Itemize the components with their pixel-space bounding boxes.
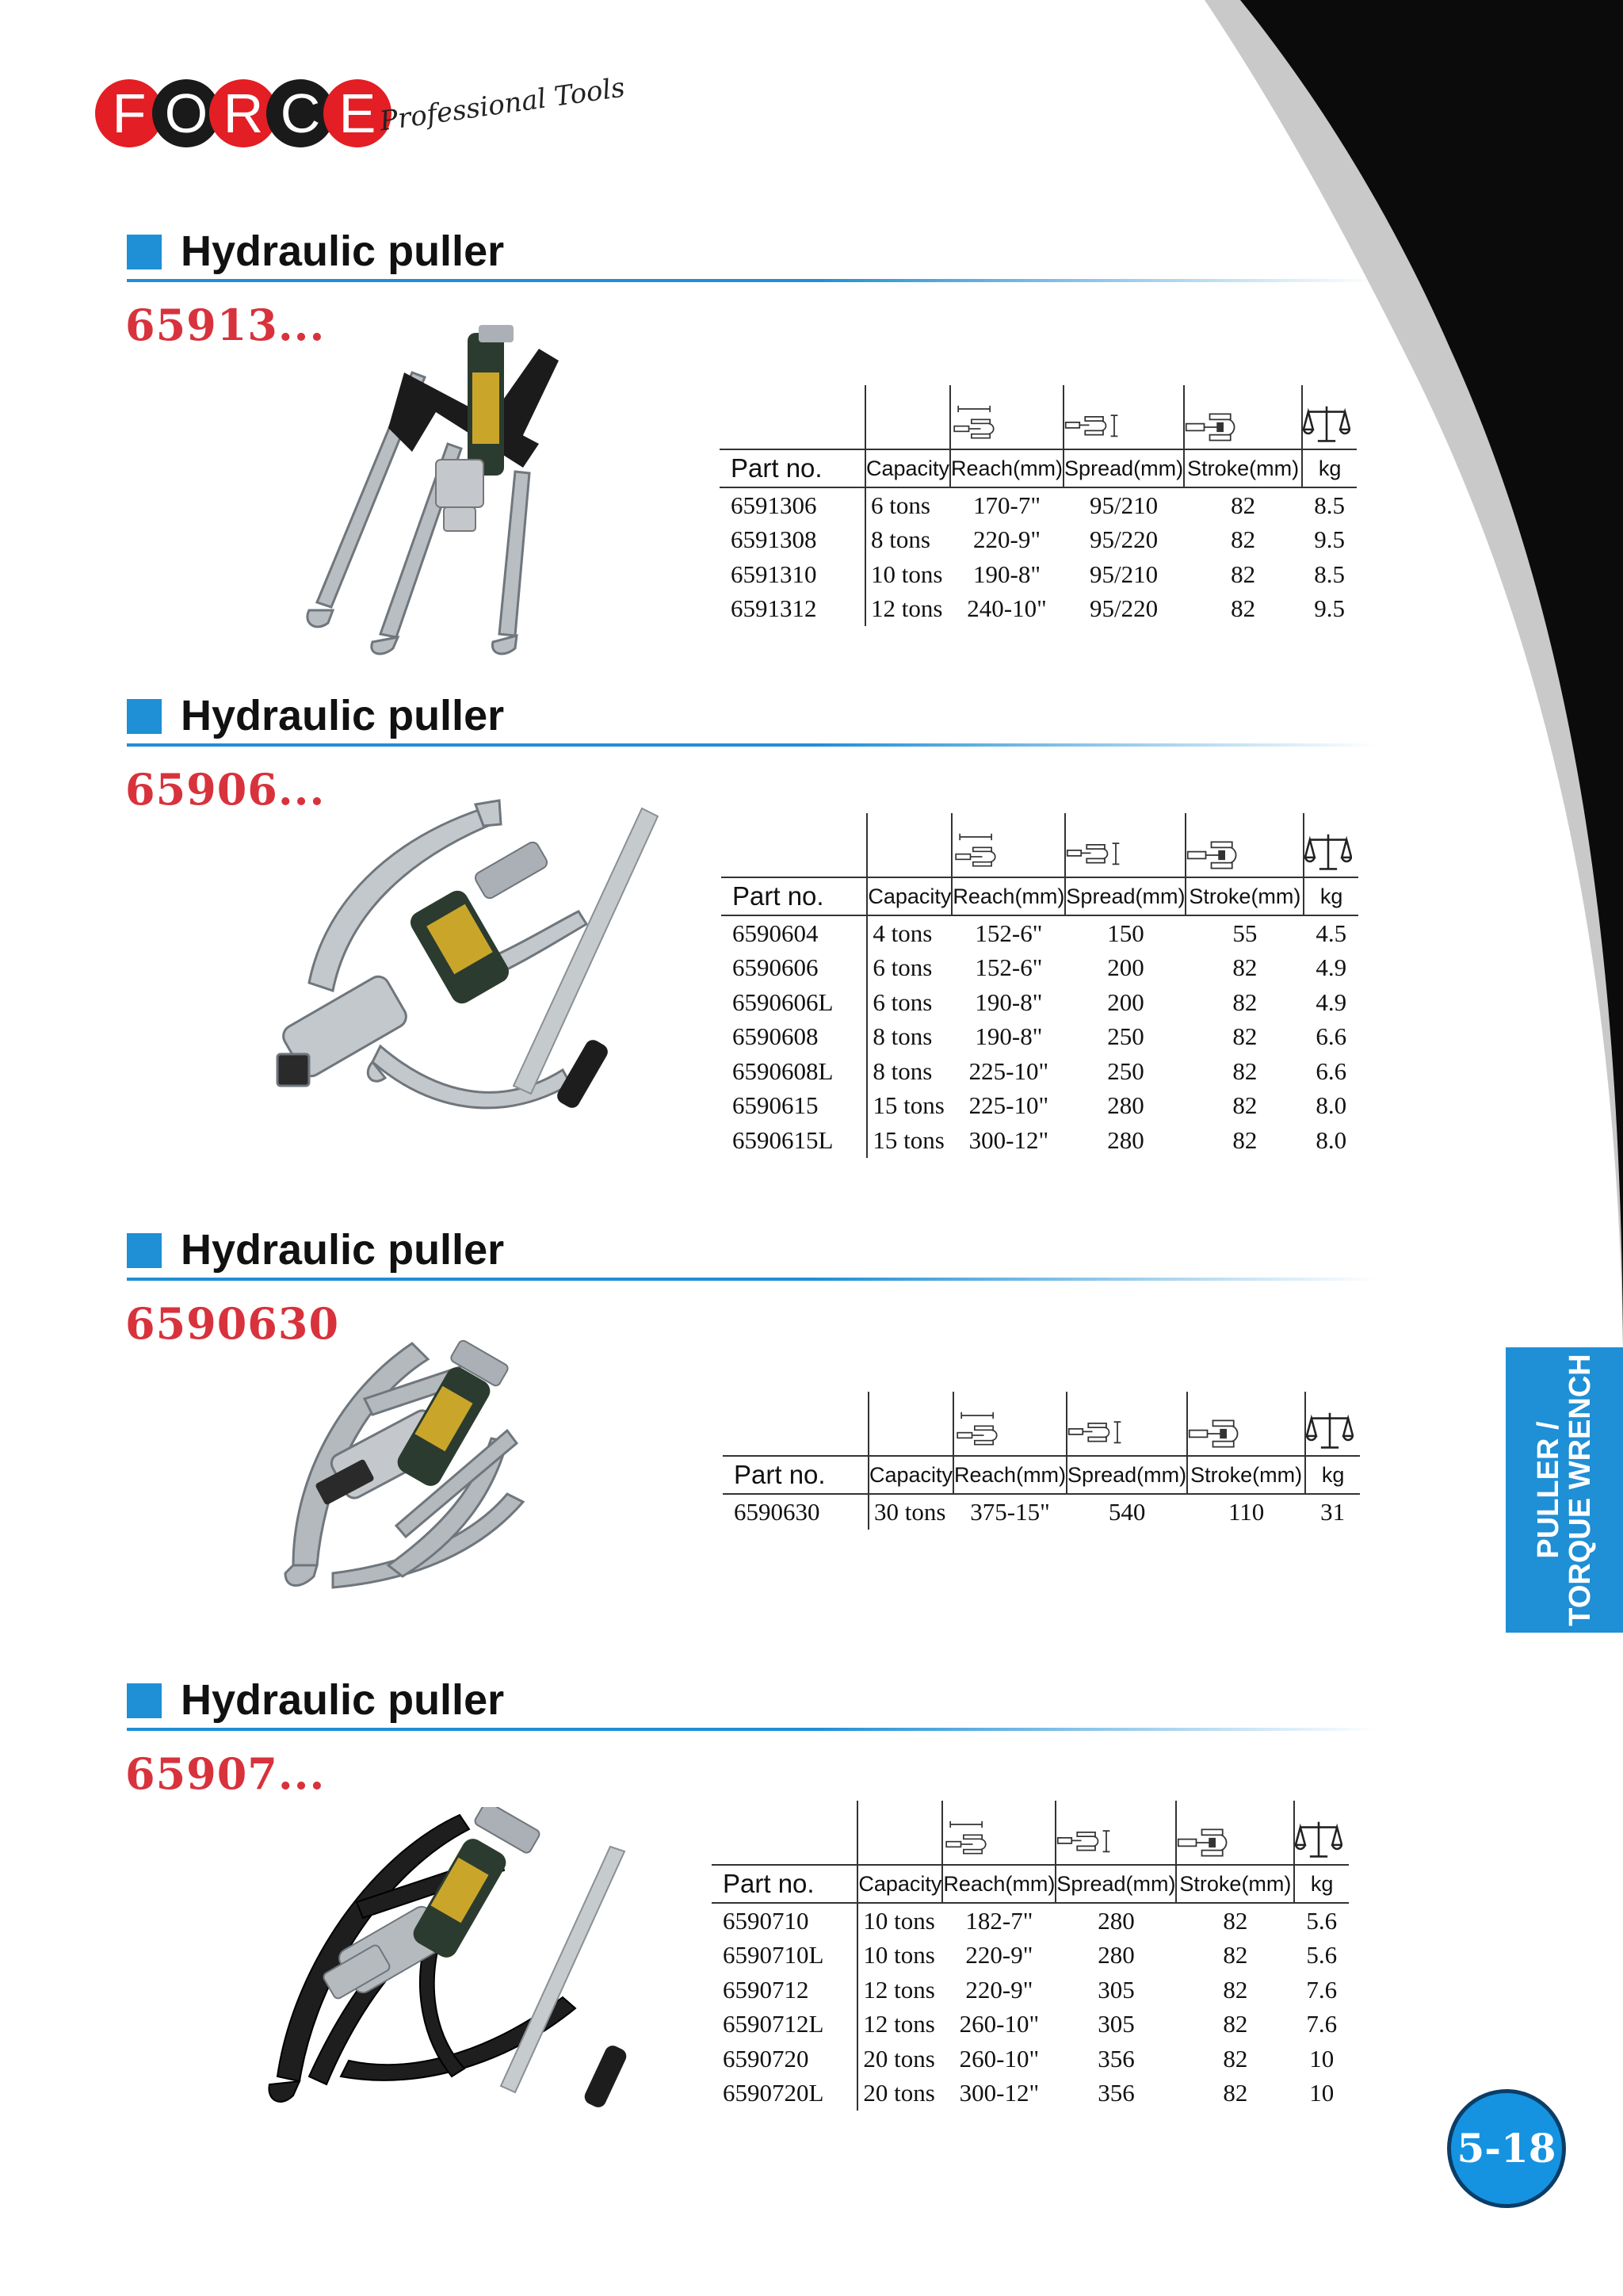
spread: 250 <box>1107 1022 1144 1051</box>
capacity: 6 tons <box>867 985 952 1020</box>
spread: 356 <box>1098 2079 1135 2107</box>
stroke: 110 <box>1228 1497 1265 1526</box>
stroke: 55 <box>1232 919 1258 947</box>
reach: 260-10" <box>959 2010 1040 2038</box>
hydraulic-puller-photo <box>269 1335 626 1597</box>
col-header: Reach(mm) <box>942 1865 1056 1903</box>
capacity: 12 tons <box>865 592 950 627</box>
table-row <box>720 592 1357 627</box>
stroke: 82 <box>1232 1056 1258 1085</box>
weight: 6.6 <box>1316 1022 1347 1051</box>
part-no: 6590712 <box>723 1975 809 2004</box>
stroke: 82 <box>1223 1941 1248 1969</box>
reach: 220-9" <box>965 1941 1033 1969</box>
spread-icon <box>1056 1825 1112 1860</box>
col-header: Stroke(mm) <box>1184 449 1302 487</box>
capacity: 6 tons <box>867 951 952 986</box>
col-header: Part no. <box>723 1456 869 1494</box>
product-code: 65907... <box>125 1748 326 1799</box>
weight: 7.6 <box>1306 2010 1338 2038</box>
stroke: 82 <box>1223 2010 1248 2038</box>
reach: 300-12" <box>968 1125 1049 1154</box>
reach: 152-6" <box>975 953 1043 982</box>
weight: 5.6 <box>1306 1941 1338 1969</box>
col-header: kg <box>1304 877 1358 915</box>
reach: 225-10" <box>968 1056 1049 1085</box>
part-no: 6590608L <box>732 1056 834 1085</box>
stroke: 82 <box>1223 2079 1248 2107</box>
col-header: Part no. <box>720 449 865 487</box>
col-header: Spread(mm) <box>1064 449 1184 487</box>
col-header: Capacity <box>869 1456 953 1494</box>
reach: 182-7" <box>965 1906 1033 1935</box>
weight: 8.0 <box>1316 1091 1347 1120</box>
part-no: 6590604 <box>732 919 819 947</box>
spread-icon <box>1066 838 1121 873</box>
weight: 6.6 <box>1316 1056 1347 1085</box>
section-marker <box>127 699 162 734</box>
capacity: 30 tons <box>869 1494 953 1530</box>
weight-scale-icon <box>1303 403 1350 445</box>
logo-tagline: Professional Tools <box>377 71 627 138</box>
table-row <box>721 915 1358 951</box>
spec-table <box>720 385 1357 626</box>
col-header: Capacity <box>857 1865 942 1903</box>
part-no: 6590712L <box>723 2010 824 2038</box>
capacity: 20 tons <box>857 2042 942 2076</box>
stroke: 82 <box>1223 2044 1248 2073</box>
col-header: Stroke(mm) <box>1186 877 1304 915</box>
stroke: 82 <box>1231 594 1256 623</box>
part-no: 6590606 <box>732 953 819 982</box>
spread: 95/220 <box>1090 525 1159 554</box>
table-row <box>712 1939 1349 1973</box>
stroke-icon <box>1177 1825 1232 1860</box>
capacity: 10 tons <box>857 1903 942 1939</box>
spread: 250 <box>1107 1056 1144 1085</box>
section-marker <box>127 1233 162 1268</box>
stroke: 82 <box>1231 560 1256 588</box>
spread: 540 <box>1108 1497 1146 1526</box>
reach: 375-15" <box>970 1497 1050 1526</box>
weight-scale-icon <box>1295 1819 1342 1860</box>
part-no: 6590720L <box>723 2079 824 2107</box>
hydraulic-puller-photo <box>262 793 689 1141</box>
reach: 170-7" <box>973 491 1041 519</box>
side-tab-line: TORQUE WRENCH <box>1564 1354 1597 1626</box>
capacity: 12 tons <box>857 2008 942 2042</box>
part-no: 6590615 <box>732 1091 819 1120</box>
capacity: 8 tons <box>865 523 950 558</box>
logo-letter: O <box>152 79 220 147</box>
section-title: Hydraulic puller <box>181 692 505 739</box>
stroke: 82 <box>1231 525 1256 554</box>
part-no: 6590606L <box>732 988 834 1016</box>
capacity: 8 tons <box>867 1054 952 1089</box>
stroke-icon <box>1188 1416 1243 1451</box>
section-marker <box>127 235 162 269</box>
spread: 200 <box>1107 988 1144 1016</box>
reach: 190-8" <box>975 988 1043 1016</box>
spec-table <box>723 1392 1360 1530</box>
capacity: 12 tons <box>857 1973 942 2008</box>
spread: 280 <box>1107 1125 1144 1154</box>
col-header: Reach(mm) <box>950 449 1064 487</box>
col-header: kg <box>1305 1456 1360 1494</box>
weight: 31 <box>1320 1497 1346 1526</box>
product-code: 65913... <box>125 300 326 350</box>
part-no: 6591310 <box>731 560 817 588</box>
logo-letter: R <box>209 79 277 147</box>
col-header: kg <box>1294 1865 1349 1903</box>
reach: 260-10" <box>959 2044 1040 2073</box>
stroke: 82 <box>1232 1022 1258 1051</box>
col-header: Stroke(mm) <box>1176 1865 1294 1903</box>
part-no: 6590710L <box>723 1941 824 1969</box>
col-header: Reach(mm) <box>952 877 1065 915</box>
table-row <box>712 2008 1349 2042</box>
logo-letter: C <box>266 79 334 147</box>
spread: 280 <box>1098 1941 1135 1969</box>
section-divider <box>127 279 1379 282</box>
reach: 152-6" <box>975 919 1043 947</box>
table-row <box>721 1089 1358 1124</box>
reach-icon <box>953 833 1000 873</box>
weight: 5.6 <box>1306 1906 1338 1935</box>
section-title: Hydraulic puller <box>181 227 505 275</box>
spread-icon <box>1067 1416 1123 1451</box>
col-header: Part no. <box>721 877 867 915</box>
reach-icon <box>951 405 999 445</box>
table-row <box>712 1903 1349 1939</box>
product-code: 6590630 <box>125 1298 340 1349</box>
stroke: 82 <box>1232 953 1258 982</box>
hydraulic-puller-photo <box>285 325 602 658</box>
reach: 220-9" <box>965 1975 1033 2004</box>
table-row <box>723 1494 1360 1530</box>
part-no: 6590710 <box>723 1906 809 1935</box>
spread: 356 <box>1098 2044 1135 2073</box>
section-divider <box>127 1728 1379 1731</box>
col-header: Spread(mm) <box>1065 877 1186 915</box>
weight: 9.5 <box>1314 594 1345 623</box>
section-marker <box>127 1683 162 1718</box>
weight: 10 <box>1309 2044 1335 2073</box>
product-code: 65906... <box>125 764 326 815</box>
section-title: Hydraulic puller <box>181 1226 505 1274</box>
col-header: Reach(mm) <box>953 1456 1067 1494</box>
logo-letter: F <box>95 79 163 147</box>
section-title: Hydraulic puller <box>181 1676 505 1724</box>
col-header: kg <box>1302 449 1357 487</box>
spread: 305 <box>1098 2010 1135 2038</box>
capacity: 4 tons <box>867 915 952 951</box>
weight-scale-icon <box>1306 1410 1354 1451</box>
reach: 220-9" <box>973 525 1041 554</box>
capacity: 10 tons <box>865 557 950 592</box>
weight: 7.6 <box>1306 1975 1338 2004</box>
weight: 10 <box>1309 2079 1335 2107</box>
stroke-icon <box>1186 838 1242 873</box>
stroke: 82 <box>1232 1125 1258 1154</box>
table-row <box>720 523 1357 558</box>
col-header: Capacity <box>865 449 950 487</box>
spread: 95/210 <box>1090 560 1159 588</box>
reach: 225-10" <box>968 1091 1049 1120</box>
part-no: 6590720 <box>723 2044 809 2073</box>
table-row <box>721 951 1358 986</box>
table-row <box>712 2076 1349 2111</box>
weight: 8.5 <box>1314 491 1345 519</box>
spread: 280 <box>1107 1091 1144 1120</box>
spec-table <box>712 1801 1349 2111</box>
col-header: Part no. <box>712 1865 857 1903</box>
spec-table <box>721 813 1358 1158</box>
reach-icon <box>954 1412 1002 1451</box>
spread: 150 <box>1107 919 1144 947</box>
spread: 95/210 <box>1090 491 1159 519</box>
weight: 4.9 <box>1316 988 1347 1016</box>
weight: 8.0 <box>1316 1125 1347 1154</box>
spread: 95/220 <box>1090 594 1159 623</box>
part-no: 6591312 <box>731 594 817 623</box>
reach-icon <box>943 1820 991 1860</box>
table-row <box>721 1020 1358 1055</box>
capacity: 10 tons <box>857 1939 942 1973</box>
col-header: Spread(mm) <box>1067 1456 1187 1494</box>
spread: 280 <box>1098 1906 1135 1935</box>
stroke: 82 <box>1232 1091 1258 1120</box>
weight: 4.5 <box>1316 919 1347 947</box>
section-divider <box>127 743 1379 747</box>
weight: 8.5 <box>1314 560 1345 588</box>
capacity: 15 tons <box>867 1089 952 1124</box>
stroke: 82 <box>1223 1975 1248 2004</box>
reach: 240-10" <box>967 594 1047 623</box>
stroke: 82 <box>1223 1906 1248 1935</box>
table-row <box>712 1973 1349 2008</box>
weight: 9.5 <box>1314 525 1345 554</box>
capacity: 20 tons <box>857 2076 942 2111</box>
table-row <box>721 1054 1358 1089</box>
table-row <box>721 985 1358 1020</box>
spread: 200 <box>1107 953 1144 982</box>
part-no: 6590608 <box>732 1022 819 1051</box>
col-header: Stroke(mm) <box>1187 1456 1305 1494</box>
part-no: 6590615L <box>732 1125 834 1154</box>
part-no: 6591306 <box>731 491 817 519</box>
table-row <box>721 1123 1358 1158</box>
capacity: 8 tons <box>867 1020 952 1055</box>
weight-scale-icon <box>1304 831 1352 873</box>
col-header: Spread(mm) <box>1056 1865 1176 1903</box>
spread-icon <box>1064 410 1120 445</box>
logo-letter: E <box>323 79 391 147</box>
table-row <box>720 557 1357 592</box>
section-divider <box>127 1278 1379 1281</box>
stroke-icon <box>1185 410 1240 445</box>
col-header: Capacity <box>867 877 952 915</box>
weight: 4.9 <box>1316 953 1347 982</box>
stroke: 82 <box>1231 491 1256 519</box>
hydraulic-puller-photo <box>262 1807 705 2140</box>
table-row <box>712 2042 1349 2076</box>
page-number-badge: 5-18 <box>1447 2089 1566 2208</box>
side-tab-line: PULLER / <box>1532 1421 1565 1559</box>
table-row <box>720 487 1357 523</box>
reach: 300-12" <box>959 2079 1040 2107</box>
reach: 190-8" <box>975 1022 1043 1051</box>
part-no: 6591308 <box>731 525 817 554</box>
category-side-tab <box>1506 1347 1623 1633</box>
capacity: 6 tons <box>865 487 950 523</box>
part-no: 6590630 <box>734 1497 820 1526</box>
reach: 190-8" <box>973 560 1041 588</box>
stroke: 82 <box>1232 988 1258 1016</box>
spread: 305 <box>1098 1975 1135 2004</box>
capacity: 15 tons <box>867 1123 952 1158</box>
